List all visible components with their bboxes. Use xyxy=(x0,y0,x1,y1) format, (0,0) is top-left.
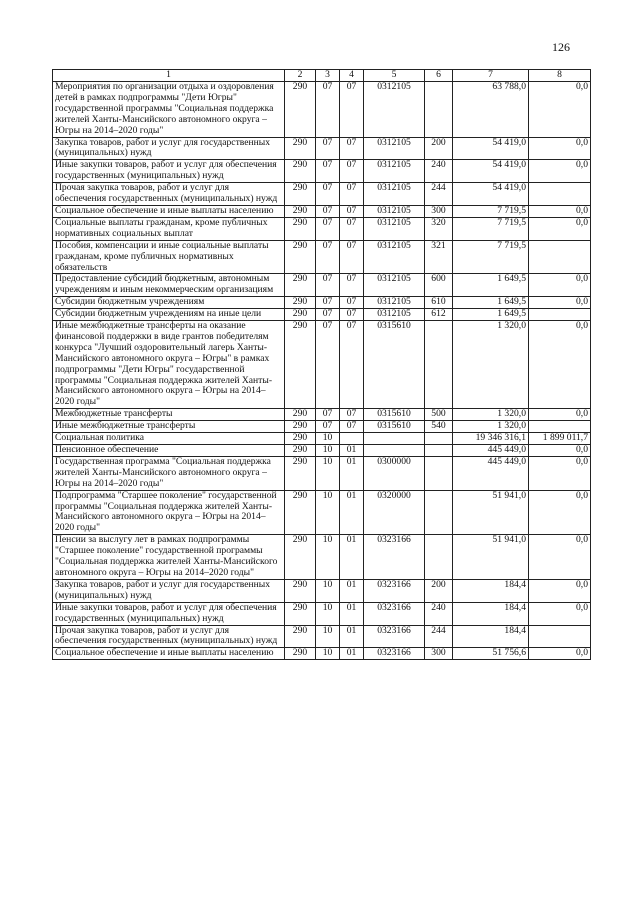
cell-amount: 54 419,0 xyxy=(453,137,529,160)
cell-expense-type: 244 xyxy=(425,625,453,648)
table-row xyxy=(53,433,591,445)
cell-code: 290 xyxy=(285,160,316,183)
cell-subsection: 01 xyxy=(340,456,364,490)
cell-section: 07 xyxy=(316,274,340,297)
column-header: 3 xyxy=(316,70,340,82)
cell-subsection: 07 xyxy=(340,240,364,274)
cell-section: 10 xyxy=(316,535,340,580)
row-description: Пенсионное обеспечение xyxy=(53,445,285,457)
cell-amount-subvention: 0,0 xyxy=(529,82,591,138)
cell-section: 07 xyxy=(316,297,340,309)
cell-subsection: 01 xyxy=(340,579,364,602)
column-header: 1 xyxy=(53,70,285,82)
table-row xyxy=(53,205,591,217)
cell-expense-type xyxy=(425,490,453,535)
cell-expense-type xyxy=(425,433,453,445)
row-description: Прочая закупка товаров, работ и услуг для обеспечения государственных (муниципальных) нужд xyxy=(53,183,285,206)
row-description: Субсидии бюджетным учреждениям xyxy=(53,297,285,309)
row-description: Государственная программа "Социальная поддержка жителей Ханты-Мансийского автономного округа – Югры на 2014–2020 годы" xyxy=(53,456,285,490)
cell-amount: 184,4 xyxy=(453,579,529,602)
cell-subsection: 07 xyxy=(340,217,364,240)
table-row xyxy=(53,602,591,625)
cell-target-article: 0312105 xyxy=(364,274,425,297)
cell-subsection xyxy=(340,433,364,445)
cell-amount-subvention: 0,0 xyxy=(529,456,591,490)
cell-section: 07 xyxy=(316,160,340,183)
cell-amount-subvention: 0,0 xyxy=(529,274,591,297)
table-row xyxy=(53,456,591,490)
cell-amount-subvention xyxy=(529,625,591,648)
cell-amount-subvention: 0,0 xyxy=(529,205,591,217)
column-numbers-row xyxy=(53,70,591,82)
cell-code: 290 xyxy=(285,297,316,309)
cell-section: 07 xyxy=(316,137,340,160)
cell-target-article: 0315610 xyxy=(364,421,425,433)
row-description: Социальное обеспечение и иные выплаты населению xyxy=(53,205,285,217)
cell-expense-type: 612 xyxy=(425,309,453,321)
cell-amount: 184,4 xyxy=(453,602,529,625)
cell-expense-type: 540 xyxy=(425,421,453,433)
cell-subsection: 07 xyxy=(340,309,364,321)
cell-amount-subvention: 0,0 xyxy=(529,490,591,535)
cell-section: 07 xyxy=(316,82,340,138)
column-header: 8 xyxy=(529,70,591,82)
cell-expense-type: 300 xyxy=(425,648,453,660)
row-description: Иные закупки товаров, работ и услуг для обеспечения государственных (муниципальных) нужд xyxy=(53,602,285,625)
cell-target-article: 0323166 xyxy=(364,625,425,648)
row-description: Социальная политика xyxy=(53,433,285,445)
table-row xyxy=(53,217,591,240)
cell-expense-type xyxy=(425,82,453,138)
cell-amount: 63 788,0 xyxy=(453,82,529,138)
cell-amount: 1 649,5 xyxy=(453,274,529,297)
cell-amount-subvention xyxy=(529,183,591,206)
column-header: 6 xyxy=(425,70,453,82)
cell-expense-type xyxy=(425,321,453,409)
cell-code: 290 xyxy=(285,648,316,660)
table-row xyxy=(53,535,591,580)
table-row xyxy=(53,160,591,183)
cell-code: 290 xyxy=(285,82,316,138)
cell-expense-type xyxy=(425,445,453,457)
cell-subsection: 07 xyxy=(340,421,364,433)
cell-code: 290 xyxy=(285,490,316,535)
cell-target-article: 0323166 xyxy=(364,602,425,625)
row-description: Подпрограмма "Старшее поколение" государственной программы "Социальная поддержка жителей Ханты-Мансийского автономного округа – Югры на 2014–2020 годы" xyxy=(53,490,285,535)
cell-amount-subvention: 0,0 xyxy=(529,579,591,602)
table-row xyxy=(53,421,591,433)
column-header: 5 xyxy=(364,70,425,82)
table-row xyxy=(53,625,591,648)
cell-section: 07 xyxy=(316,321,340,409)
row-description: Прочая закупка товаров, работ и услуг для обеспечения государственных (муниципальных) нужд xyxy=(53,625,285,648)
row-description: Закупка товаров, работ и услуг для государственных (муниципальных) нужд xyxy=(53,579,285,602)
row-description: Субсидии бюджетным учреждениям на иные цели xyxy=(53,309,285,321)
cell-code: 290 xyxy=(285,183,316,206)
cell-amount: 1 649,5 xyxy=(453,297,529,309)
cell-target-article: 0323166 xyxy=(364,579,425,602)
cell-expense-type xyxy=(425,456,453,490)
cell-amount: 19 346 316,1 xyxy=(453,433,529,445)
cell-amount: 1 320,0 xyxy=(453,409,529,421)
cell-target-article: 0323166 xyxy=(364,648,425,660)
cell-target-article: 0312105 xyxy=(364,309,425,321)
cell-expense-type: 610 xyxy=(425,297,453,309)
cell-subsection: 01 xyxy=(340,445,364,457)
cell-subsection: 07 xyxy=(340,274,364,297)
cell-target-article: 0315610 xyxy=(364,409,425,421)
cell-section: 10 xyxy=(316,456,340,490)
cell-section: 10 xyxy=(316,490,340,535)
cell-section: 10 xyxy=(316,445,340,457)
cell-expense-type: 240 xyxy=(425,160,453,183)
cell-amount-subvention xyxy=(529,240,591,274)
cell-expense-type: 320 xyxy=(425,217,453,240)
cell-code: 290 xyxy=(285,445,316,457)
table-row xyxy=(53,183,591,206)
cell-amount: 1 320,0 xyxy=(453,321,529,409)
cell-section: 07 xyxy=(316,309,340,321)
cell-amount: 51 941,0 xyxy=(453,490,529,535)
budget-table xyxy=(52,69,591,660)
table-row xyxy=(53,309,591,321)
cell-amount: 51 756,6 xyxy=(453,648,529,660)
cell-section: 10 xyxy=(316,625,340,648)
cell-amount: 7 719,5 xyxy=(453,217,529,240)
cell-amount: 445 449,0 xyxy=(453,456,529,490)
table-row xyxy=(53,82,591,138)
cell-section: 10 xyxy=(316,602,340,625)
cell-amount-subvention: 0,0 xyxy=(529,445,591,457)
cell-expense-type: 600 xyxy=(425,274,453,297)
row-description: Пособия, компенсации и иные социальные выплаты гражданам, кроме публичных нормативных обязательств xyxy=(53,240,285,274)
cell-code: 290 xyxy=(285,625,316,648)
table-row xyxy=(53,297,591,309)
cell-section: 07 xyxy=(316,421,340,433)
cell-subsection: 07 xyxy=(340,82,364,138)
cell-amount: 184,4 xyxy=(453,625,529,648)
cell-amount-subvention: 0,0 xyxy=(529,217,591,240)
cell-code: 290 xyxy=(285,602,316,625)
row-description: Иные межбюджетные трансферты xyxy=(53,421,285,433)
cell-amount-subvention: 0,0 xyxy=(529,409,591,421)
column-header: 4 xyxy=(340,70,364,82)
table-row xyxy=(53,240,591,274)
cell-target-article: 0320000 xyxy=(364,490,425,535)
table-row xyxy=(53,579,591,602)
cell-section: 10 xyxy=(316,579,340,602)
cell-subsection: 01 xyxy=(340,648,364,660)
table-body xyxy=(53,82,591,660)
table-row xyxy=(53,648,591,660)
cell-subsection: 07 xyxy=(340,205,364,217)
cell-section: 07 xyxy=(316,217,340,240)
cell-target-article: 0323166 xyxy=(364,535,425,580)
table-row xyxy=(53,490,591,535)
cell-target-article: 0312105 xyxy=(364,160,425,183)
cell-code: 290 xyxy=(285,321,316,409)
cell-target-article xyxy=(364,445,425,457)
cell-expense-type: 500 xyxy=(425,409,453,421)
row-description: Социальные выплаты гражданам, кроме публичных нормативных социальных выплат xyxy=(53,217,285,240)
cell-expense-type: 200 xyxy=(425,137,453,160)
cell-expense-type: 244 xyxy=(425,183,453,206)
cell-subsection: 01 xyxy=(340,602,364,625)
cell-target-article xyxy=(364,433,425,445)
cell-subsection: 07 xyxy=(340,321,364,409)
table-row xyxy=(53,321,591,409)
row-description: Пенсии за выслугу лет в рамках подпрограммы "Старшее поколение" государственной программы "Социальная поддержка жителей Ханты-Мансийского автономного округа – Югры на 2014–2020 годы" xyxy=(53,535,285,580)
cell-code: 290 xyxy=(285,309,316,321)
cell-section: 10 xyxy=(316,433,340,445)
cell-subsection: 07 xyxy=(340,409,364,421)
table-row xyxy=(53,409,591,421)
cell-subsection: 07 xyxy=(340,160,364,183)
cell-amount-subvention: 0,0 xyxy=(529,160,591,183)
table-row xyxy=(53,445,591,457)
cell-code: 290 xyxy=(285,274,316,297)
cell-amount-subvention: 0,0 xyxy=(529,137,591,160)
cell-code: 290 xyxy=(285,217,316,240)
column-header: 7 xyxy=(453,70,529,82)
cell-subsection: 07 xyxy=(340,297,364,309)
cell-expense-type: 200 xyxy=(425,579,453,602)
cell-amount-subvention: 1 899 011,7 xyxy=(529,433,591,445)
column-header: 2 xyxy=(285,70,316,82)
table-row xyxy=(53,274,591,297)
cell-amount: 54 419,0 xyxy=(453,183,529,206)
row-description: Социальное обеспечение и иные выплаты населению xyxy=(53,648,285,660)
row-description: Мероприятия по организации отдыха и оздоровления детей в рамках подпрограммы "Дети Югры" государственной программы "Социальная поддержка жителей Ханты-Мансийского автономного округа – Югры на 2014–2020 годы" xyxy=(53,82,285,138)
cell-target-article: 0312105 xyxy=(364,137,425,160)
cell-section: 07 xyxy=(316,205,340,217)
cell-amount: 54 419,0 xyxy=(453,160,529,183)
cell-section: 07 xyxy=(316,240,340,274)
cell-target-article: 0312105 xyxy=(364,297,425,309)
table-row xyxy=(53,137,591,160)
cell-code: 290 xyxy=(285,205,316,217)
cell-amount-subvention: 0,0 xyxy=(529,321,591,409)
cell-target-article: 0300000 xyxy=(364,456,425,490)
cell-amount: 51 941,0 xyxy=(453,535,529,580)
cell-subsection: 01 xyxy=(340,535,364,580)
cell-target-article: 0315610 xyxy=(364,321,425,409)
cell-amount-subvention xyxy=(529,421,591,433)
row-description: Межбюджетные трансферты xyxy=(53,409,285,421)
cell-amount: 7 719,5 xyxy=(453,205,529,217)
cell-target-article: 0312105 xyxy=(364,240,425,274)
cell-amount-subvention: 0,0 xyxy=(529,535,591,580)
cell-target-article: 0312105 xyxy=(364,183,425,206)
row-description: Предоставление субсидий бюджетным, автономным учреждениям и иным некоммерческим организациям xyxy=(53,274,285,297)
cell-amount-subvention: 0,0 xyxy=(529,648,591,660)
cell-target-article: 0312105 xyxy=(364,82,425,138)
row-description: Иные межбюджетные трансферты на оказание финансовой поддержки в виде грантов победителям конкурса "Лучший оздоровительный лагерь Ханты-Мансийского автономного округа – Югры" в рамках подпрограммы "Дети Югры" государственной программы "Социальная поддержка жителей Ханты-Мансийского автономного округа – Югры на 2014–2020 годы" xyxy=(53,321,285,409)
cell-section: 07 xyxy=(316,183,340,206)
cell-section: 10 xyxy=(316,648,340,660)
cell-code: 290 xyxy=(285,421,316,433)
page-number: 126 xyxy=(552,40,570,54)
cell-amount-subvention xyxy=(529,309,591,321)
row-description: Закупка товаров, работ и услуг для государственных (муниципальных) нужд xyxy=(53,137,285,160)
cell-expense-type xyxy=(425,535,453,580)
cell-subsection: 01 xyxy=(340,490,364,535)
cell-subsection: 01 xyxy=(340,625,364,648)
cell-code: 290 xyxy=(285,535,316,580)
row-description: Иные закупки товаров, работ и услуг для обеспечения государственных (муниципальных) нужд xyxy=(53,160,285,183)
cell-code: 290 xyxy=(285,409,316,421)
cell-target-article: 0312105 xyxy=(364,217,425,240)
cell-amount-subvention: 0,0 xyxy=(529,602,591,625)
cell-subsection: 07 xyxy=(340,183,364,206)
cell-code: 290 xyxy=(285,240,316,274)
cell-section: 07 xyxy=(316,409,340,421)
cell-expense-type: 240 xyxy=(425,602,453,625)
cell-code: 290 xyxy=(285,137,316,160)
cell-target-article: 0312105 xyxy=(364,205,425,217)
cell-amount-subvention: 0,0 xyxy=(529,297,591,309)
cell-expense-type: 300 xyxy=(425,205,453,217)
cell-code: 290 xyxy=(285,579,316,602)
cell-amount: 1 649,5 xyxy=(453,309,529,321)
cell-subsection: 07 xyxy=(340,137,364,160)
cell-amount: 1 320,0 xyxy=(453,421,529,433)
cell-expense-type: 321 xyxy=(425,240,453,274)
cell-code: 290 xyxy=(285,456,316,490)
cell-code: 290 xyxy=(285,433,316,445)
cell-amount: 7 719,5 xyxy=(453,240,529,274)
cell-amount: 445 449,0 xyxy=(453,445,529,457)
